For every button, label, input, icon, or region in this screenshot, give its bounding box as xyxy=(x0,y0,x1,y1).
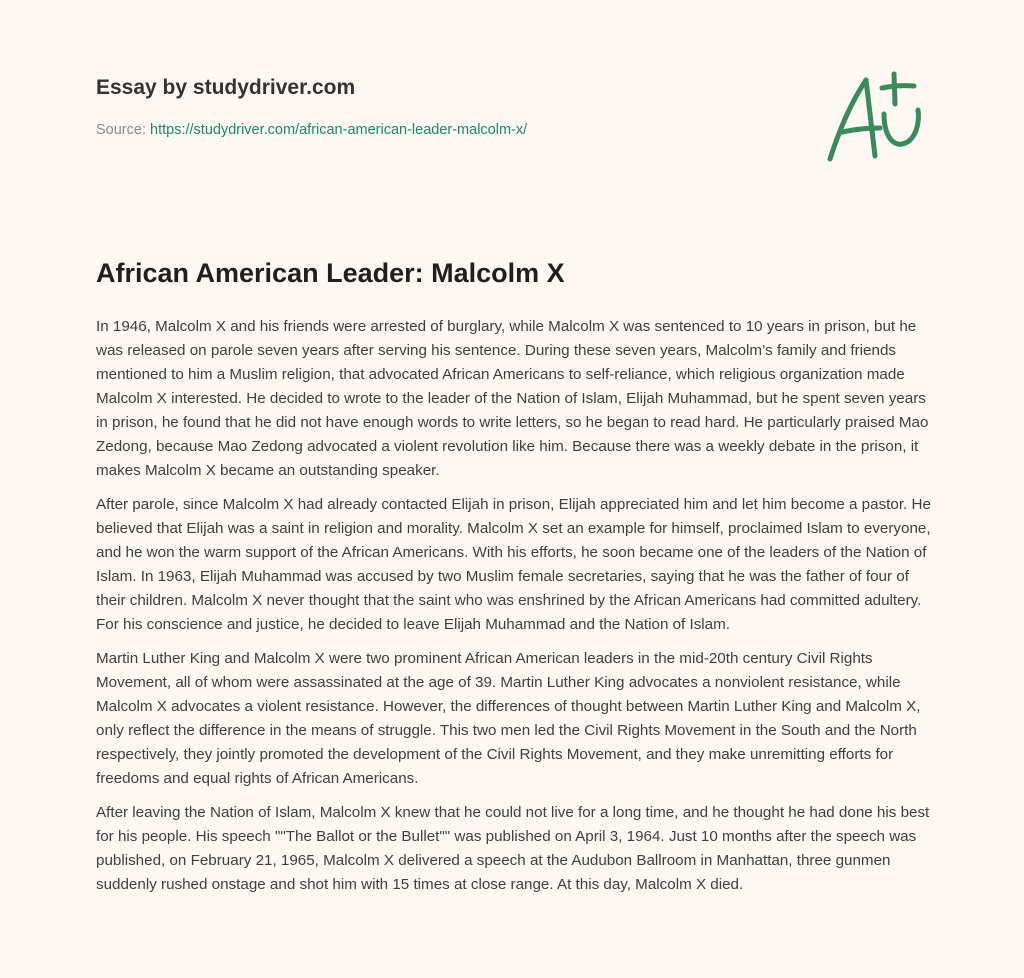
source-link[interactable]: https://studydriver.com/african-american-leader-malcolm-x/ xyxy=(150,122,528,138)
source-label: Source: xyxy=(96,122,146,138)
a-plus-icon xyxy=(822,66,932,166)
essay-body xyxy=(96,315,932,907)
source-line xyxy=(96,121,796,139)
brand-title: Essay by studydriver.com xyxy=(96,76,356,99)
a-plus-grade-logo xyxy=(822,66,932,166)
paragraph-2: After parole, since Malcolm X had already contacted Elijah in prison, Elijah appreciated him and let him become a pastor. He believed that Elijah was a saint in religion and morality. Malcolm X set an example for himself, proclaimed Islam to everyone, and he won the warm support of the African Americans. With his efforts, he soon became one of the leaders of the Nation of Islam. In 1963, Elijah Muhammad was accused by two Muslim female secretaries, saying that he was the father of four of their children. Malcolm X never thought that the saint who was enshrined by the African Americans had committed adultery. For his conscience and justice, he decided to leave Elijah Muhammad and the Nation of Islam. xyxy=(96,496,931,633)
paragraph-3: Martin Luther King and Malcolm X were two prominent African American leaders in the mid-20th century Civil Rights Movement, all of whom were assassinated at the age of 39. Martin Luther King advocates a nonviolent resistance, while Malcolm X advocates a violent resistance. However, the differences of thought between Martin Luther King and Malcolm X, only reflect the difference in the means of struggle. This two men led the Civil Rights Movement in the South and the North respectively, they jointly promoted the development of the Civil Rights Movement, and they make unremitting efforts for freedoms and equal rights of African Americans. xyxy=(96,650,921,787)
paragraph-4: After leaving the Nation of Islam, Malcolm X knew that he could not live for a long time, and he thought he had done his best for his people. His speech ""The Ballot or the Bullet"" was published on April 3, 1964. Just 10 months after the speech was published, on February 21, 1965, Malcolm X delivered a speech at the Audubon Ballroom in Manhattan, three gunmen suddenly rushed onstage and shot him with 15 times at close range. At this day, Malcolm X died. xyxy=(96,804,930,893)
essay-title: African American Leader: Malcolm X xyxy=(96,258,565,288)
paragraph-1: In 1946, Malcolm X and his friends were arrested of burglary, while Malcolm X was sentenced to 10 years in prison, but he was released on parole seven years after serving his sentence. During these seven years, Malcolm’s family and friends mentioned to him a Muslim religion, that advocated African Americans to self-reliance, which religious organization made Malcolm X interested. He decided to wrote to the leader of the Nation of Islam, Elijah Muhammad, but he spent seven years in prison, he found that he did not have enough words to write letters, so he began to read hard. He particularly praised Mao Zedong, because Mao Zedong advocated a violent revolution like him. Because there was a weekly debate in the prison, it makes Malcolm X became an outstanding speaker. xyxy=(96,318,929,479)
essay-header xyxy=(96,74,796,139)
